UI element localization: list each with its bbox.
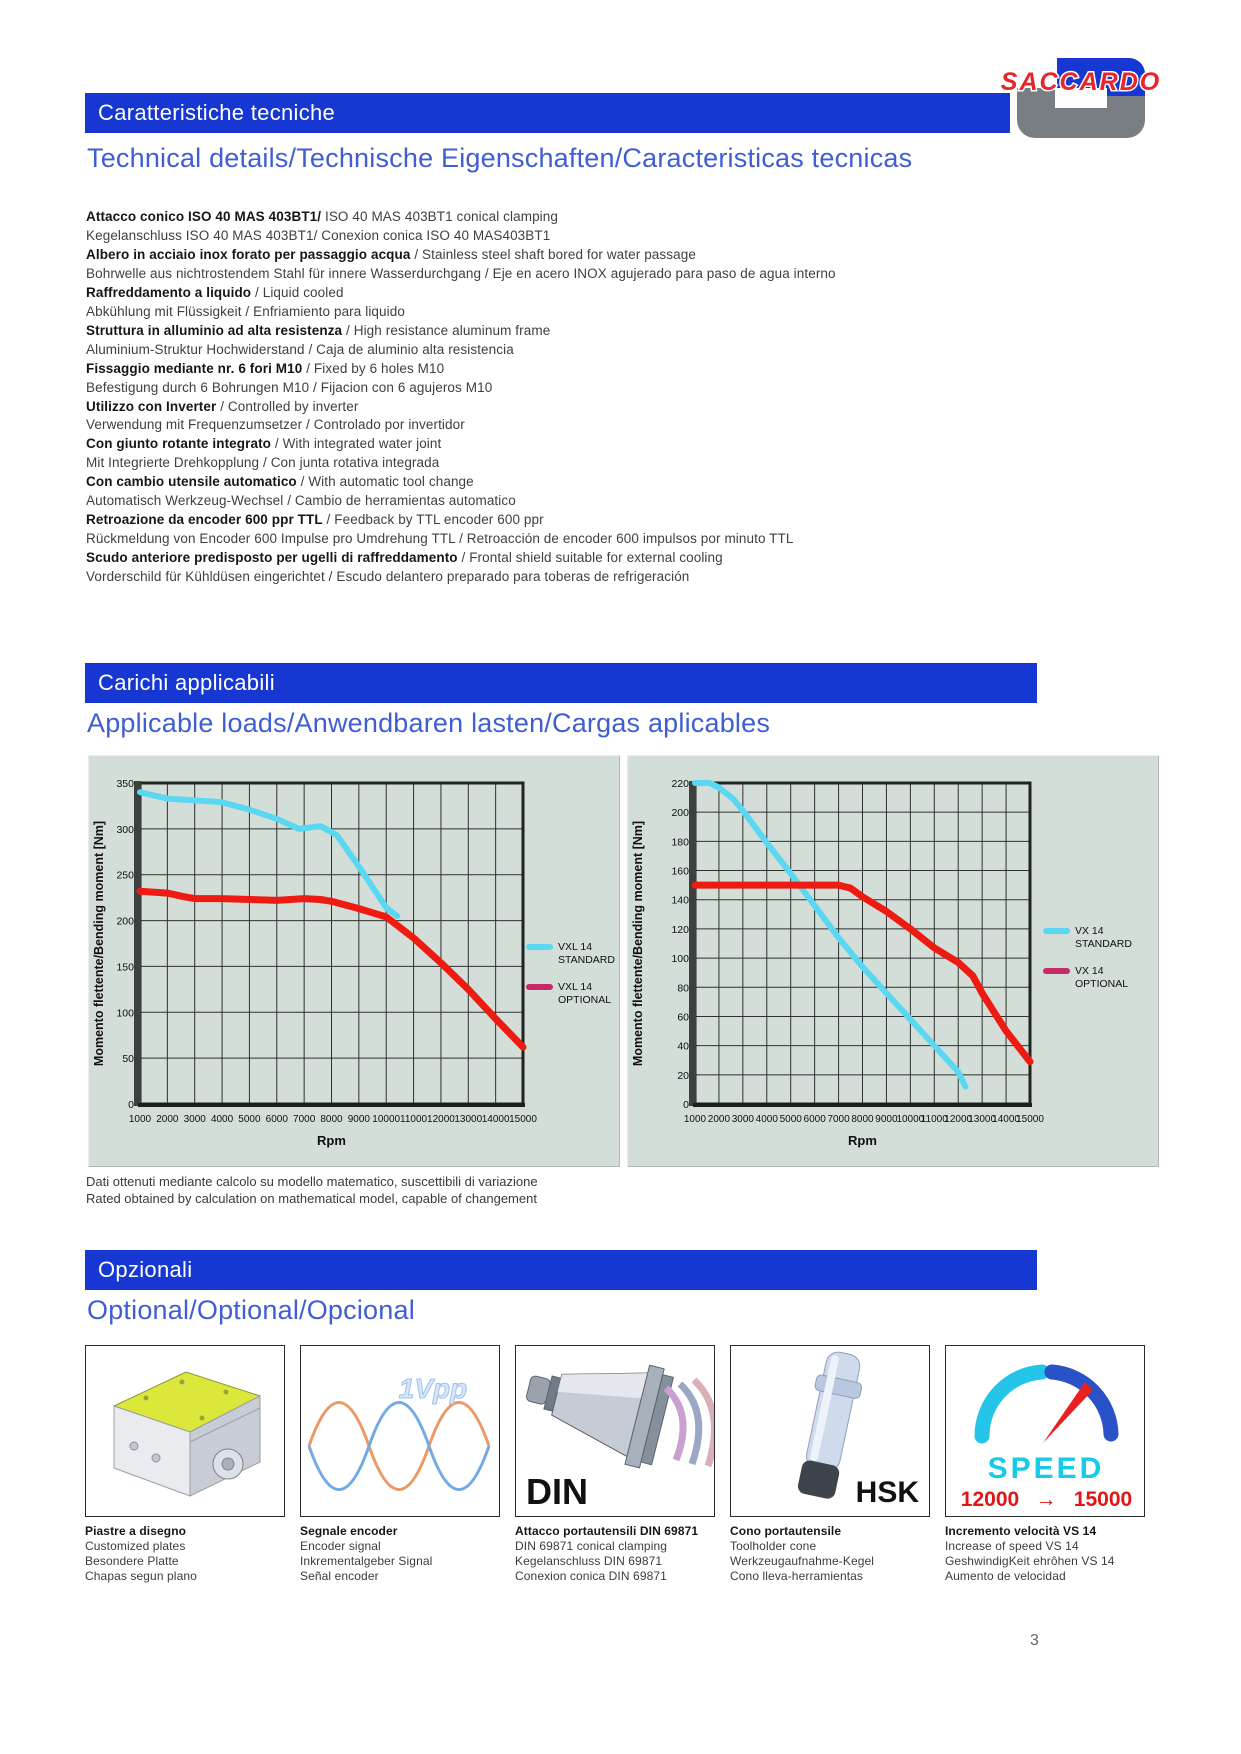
card-line: GeshwindigKeit ehrôhen VS 14 (945, 1554, 1115, 1568)
svg-text:13000: 13000 (454, 1114, 483, 1125)
din-toolholder-image (515, 1345, 715, 1517)
svg-text:120: 120 (671, 923, 689, 936)
spec-line-rest: Rückmeldung von Encoder 600 Impulse pro Umdrehung TTL / Retroacción de encoder 600 impulsos por minuto TTL (86, 531, 794, 547)
card-title: Attacco portautensili DIN 69871 (515, 1524, 699, 1538)
svg-text:13000: 13000 (968, 1114, 997, 1125)
tech-subtitle: Technical details/Technische Eigenschaften/Caracteristicas tecnicas (87, 143, 913, 173)
svg-text:300: 300 (116, 823, 134, 836)
loads-subtitle: Applicable loads/Anwendbaren lasten/Cargas aplicables (87, 708, 771, 738)
option-card-speed-increase (945, 1345, 1145, 1584)
svg-text:4000: 4000 (210, 1114, 234, 1125)
spec-line-bold: Con cambio utensile automatico (86, 474, 297, 490)
svg-text:350: 350 (116, 778, 134, 790)
svg-text:4000: 4000 (755, 1114, 778, 1125)
svg-text:11000: 11000 (400, 1114, 428, 1125)
spec-line-rest: Abkühlung mit Flüssigkeit / Enfriamiento para liquido (86, 303, 405, 319)
spec-line-rest: / Feedback by TTL encoder 600 ppr (322, 512, 544, 528)
section-bar-tech (85, 93, 1010, 133)
customized-plates-caption (85, 1524, 285, 1584)
spec-line (86, 549, 1046, 568)
spec-line-rest: / Stainless steel shaft bored for water passage (410, 246, 696, 262)
svg-text:50: 50 (122, 1053, 134, 1066)
legend-swatch-optional (526, 984, 553, 990)
svg-text:220: 220 (671, 778, 689, 790)
chart-note-italian: Dati ottenuti mediante calcolo su modello matematico, suscettibili di variazione (86, 1174, 538, 1189)
saccardo-logo-mark (995, 50, 1165, 142)
speed-gauge-image (945, 1345, 1145, 1517)
legend-series-name: VXL 14 (558, 981, 593, 993)
card-line: Kegelanschluss DIN 69871 (515, 1554, 663, 1568)
spec-line-rest: / Liquid cooled (251, 284, 344, 300)
spec-line (86, 454, 1046, 473)
spec-line-rest: / With integrated water joint (271, 436, 442, 452)
svg-text:0: 0 (128, 1099, 134, 1111)
card-line: Señal encoder (300, 1569, 379, 1583)
card-line: Conexion conica DIN 69871 (515, 1569, 667, 1583)
chart-vxl14-legend (526, 941, 626, 1021)
spec-line (86, 530, 1046, 549)
arrow-right-icon: → (1035, 1488, 1057, 1511)
1vpp-label: 1Vpp (398, 1373, 468, 1404)
din-toolholder-caption (515, 1524, 715, 1584)
spec-line (86, 492, 1046, 511)
spec-line (86, 473, 1046, 492)
svg-text:180: 180 (671, 836, 689, 849)
svg-text:Rpm: Rpm (848, 1133, 877, 1148)
legend-item-vxl14-standard (526, 941, 626, 966)
spec-line-rest: Vorderschild für Kühldüsen eingerichtet / Escudo delantero preparado para toberas de refrigeración (86, 569, 690, 585)
encoder-signal-caption (300, 1524, 500, 1584)
svg-text:15000: 15000 (1016, 1114, 1044, 1125)
motor-drawing-icon (86, 1346, 284, 1516)
option-card-hsk-cone (730, 1345, 930, 1584)
option-card-encoder-signal (300, 1345, 500, 1584)
spec-line-bold: Struttura in alluminio ad alta resistenza (86, 322, 343, 338)
tech-spec-list (86, 208, 1046, 587)
chart-vx14-legend (1043, 925, 1143, 1005)
hsk-cone-caption (730, 1524, 930, 1584)
legend-series-name: VX 14 (1075, 965, 1104, 977)
section-bar-options (85, 1250, 1037, 1290)
svg-text:12000: 12000 (944, 1114, 973, 1125)
hsk-label: HSK (855, 1476, 919, 1509)
speed-from-value: 12000 (960, 1488, 1020, 1511)
svg-text:100: 100 (671, 953, 689, 966)
card-line: Encoder signal (300, 1539, 381, 1553)
card-title: Cono portautensile (730, 1524, 842, 1538)
legend-series-variant: STANDARD (1075, 937, 1132, 950)
svg-text:1000: 1000 (683, 1114, 707, 1125)
legend-series-variant: OPTIONAL (1075, 977, 1129, 990)
speed-increase-caption (945, 1524, 1145, 1584)
section-bar-loads (85, 663, 1037, 703)
spec-line-rest: Kegelanschluss ISO 40 MAS 403BT1/ Conexion conica ISO 40 MAS403BT1 (86, 227, 551, 243)
card-line: Inkrementalgeber Signal (300, 1554, 433, 1568)
svg-text:Momento flettente/Bending mome: Momento flettente/Bending moment [Nm] (631, 820, 645, 1067)
spec-line (86, 322, 1046, 341)
card-line: DIN 69871 conical clamping (515, 1539, 668, 1553)
spec-line (86, 379, 1046, 398)
svg-text:5000: 5000 (238, 1114, 261, 1125)
svg-text:150: 150 (116, 961, 134, 974)
spec-line-rest: Verwendung mit Frequenzumsetzer / Controlado por invertidor (86, 417, 465, 433)
card-line: Toolholder cone (730, 1539, 817, 1553)
logo-text: SACCARDO (1000, 68, 1162, 96)
option-card-customized-plates (85, 1345, 285, 1584)
svg-text:10000: 10000 (372, 1114, 401, 1125)
legend-series-name: VX 14 (1075, 925, 1104, 937)
svg-text:20: 20 (677, 1069, 689, 1082)
spec-line (86, 303, 1046, 322)
svg-text:8000: 8000 (320, 1114, 343, 1125)
legend-swatch-standard (1043, 928, 1070, 934)
spec-line (86, 265, 1046, 284)
svg-text:10000: 10000 (896, 1114, 925, 1125)
svg-text:14000: 14000 (992, 1114, 1020, 1125)
card-title: Incremento velocità VS 14 (945, 1524, 1097, 1538)
legend-item-vxl14-optional (526, 981, 626, 1006)
svg-text:Momento flettente/Bending mome: Momento flettente/Bending moment [Nm] (92, 820, 106, 1067)
spec-line (86, 360, 1046, 379)
spec-line (86, 208, 1046, 227)
customized-plates-image (85, 1345, 285, 1517)
svg-text:8000: 8000 (851, 1114, 874, 1125)
card-line: Chapas segun plano (85, 1569, 197, 1583)
legend-series-name: VXL 14 (558, 941, 593, 953)
spec-line-rest: ISO 40 MAS 403BT1 conical clamping (321, 209, 558, 224)
spec-line-bold: Scudo anteriore predisposto per ugelli di raffreddamento (86, 550, 458, 566)
svg-text:3000: 3000 (183, 1114, 206, 1125)
spec-line-rest: / High resistance aluminum frame (342, 322, 551, 338)
svg-text:200: 200 (671, 807, 689, 820)
card-line: Werkzeugaufnahme-Kegel (730, 1554, 875, 1568)
spec-line-bold: Retroazione da encoder 600 ppr TTL (86, 512, 323, 528)
card-line: Aumento de velocidad (945, 1569, 1066, 1583)
spec-line-bold: Con giunto rotante integrato (86, 436, 272, 452)
svg-text:3000: 3000 (731, 1114, 754, 1125)
chart-vxl14 (88, 755, 620, 1167)
spec-line (86, 227, 1046, 246)
card-title: Segnale encoder (300, 1524, 398, 1538)
svg-text:40: 40 (677, 1040, 689, 1053)
sine-wave-icon (301, 1346, 499, 1516)
hsk-cone-icon (731, 1346, 929, 1516)
svg-text:7000: 7000 (293, 1114, 316, 1125)
svg-text:0: 0 (683, 1099, 689, 1111)
svg-text:1000: 1000 (128, 1114, 152, 1125)
svg-text:80: 80 (677, 982, 689, 995)
spec-line-rest: Bohrwelle aus nichtrostendem Stahl für innere Wasserdurchgang / Eje en acero INOX agujerado para paso de agua interno (86, 265, 836, 281)
spec-line-bold: Raffreddamento a liquido (86, 284, 252, 300)
legend-swatch-standard (526, 944, 553, 950)
legend-series-variant: STANDARD (558, 953, 615, 966)
svg-text:160: 160 (671, 865, 689, 878)
spec-line (86, 435, 1046, 454)
card-line: Customized plates (85, 1539, 186, 1553)
legend-swatch-optional (1043, 968, 1070, 974)
svg-text:15000: 15000 (509, 1114, 537, 1125)
spec-line-bold: Utilizzo con Inverter (86, 398, 217, 414)
spec-line (86, 341, 1046, 360)
svg-text:11000: 11000 (920, 1114, 948, 1125)
spec-line (86, 398, 1046, 417)
spec-line-rest: / With automatic tool change (296, 474, 474, 490)
card-title: Piastre a disegno (85, 1524, 187, 1538)
spec-line-rest: / Controlled by inverter (216, 398, 359, 414)
spec-line-rest: Mit Integrierte Drehkopplung / Con junta rotativa integrada (86, 455, 440, 471)
spec-line (86, 284, 1046, 303)
spec-line (86, 246, 1046, 265)
spec-line-rest: / Frontal shield suitable for external cooling (457, 550, 723, 566)
speed-label: SPEED (987, 1452, 1105, 1485)
option-card-din-toolholder (515, 1345, 715, 1584)
chart-vx14 (627, 755, 1159, 1167)
options-subtitle: Optional/Optional/Opcional (87, 1295, 415, 1325)
spec-line-rest: Automatisch Werkzeug-Wechsel / Cambio de herramientas automatico (86, 493, 516, 509)
svg-text:9000: 9000 (875, 1114, 898, 1125)
svg-text:6000: 6000 (803, 1114, 826, 1125)
spec-line-rest: / Fixed by 6 holes M10 (302, 360, 445, 376)
svg-text:9000: 9000 (347, 1114, 370, 1125)
svg-text:14000: 14000 (481, 1114, 510, 1125)
hsk-cone-image (730, 1345, 930, 1517)
svg-text:140: 140 (671, 894, 689, 907)
svg-text:60: 60 (677, 1011, 689, 1024)
legend-item-vx14-optional (1043, 965, 1143, 990)
speed-to-value: 15000 (1073, 1488, 1133, 1511)
svg-text:12000: 12000 (427, 1114, 455, 1125)
svg-text:200: 200 (116, 915, 134, 928)
spec-line-bold: Attacco conico ISO 40 MAS 403BT1/ (86, 209, 322, 224)
din-label: DIN (526, 1471, 588, 1512)
svg-text:5000: 5000 (779, 1114, 802, 1125)
spec-line-bold: Fissaggio mediante nr. 6 fori M10 (86, 360, 303, 376)
svg-text:Rpm: Rpm (317, 1133, 346, 1148)
svg-text:2000: 2000 (156, 1114, 179, 1125)
speed-gauge-icon (946, 1346, 1144, 1516)
spec-line (86, 416, 1046, 435)
saccardo-logo (995, 50, 1165, 147)
card-line: Besondere Platte (85, 1554, 179, 1568)
section-bar-tech-label: Caratteristiche tecniche (98, 100, 336, 125)
legend-item-vx14-standard (1043, 925, 1143, 950)
legend-series-variant: OPTIONAL (558, 993, 612, 1006)
section-bar-loads-label: Carichi applicabili (98, 670, 275, 695)
page-number: 3 (1030, 1632, 1039, 1649)
svg-text:7000: 7000 (827, 1114, 850, 1125)
din-cone-icon (516, 1346, 714, 1516)
chart-note-english: Rated obtained by calculation on mathematical model, capable of changement (86, 1190, 537, 1206)
section-bar-options-label: Opzionali (98, 1257, 193, 1282)
spec-line-rest: Aluminium-Struktur Hochwiderstand / Caja de aluminio alta resistencia (86, 341, 514, 357)
spec-line (86, 568, 1046, 587)
chart-notes (86, 1174, 538, 1207)
card-line: Increase of speed VS 14 (945, 1539, 1079, 1553)
spec-line-rest: Befestigung durch 6 Bohrungen M10 / Fijacion con 6 agujeros M10 (86, 379, 493, 395)
card-line: Cono lleva-herramientas (730, 1569, 864, 1583)
svg-text:100: 100 (116, 1007, 134, 1020)
svg-text:2000: 2000 (707, 1114, 731, 1125)
spec-line-bold: Albero in acciaio inox forato per passaggio acqua (86, 246, 411, 262)
encoder-signal-image (300, 1345, 500, 1517)
spec-line (86, 511, 1046, 530)
svg-text:6000: 6000 (265, 1114, 288, 1125)
svg-text:250: 250 (116, 869, 134, 882)
